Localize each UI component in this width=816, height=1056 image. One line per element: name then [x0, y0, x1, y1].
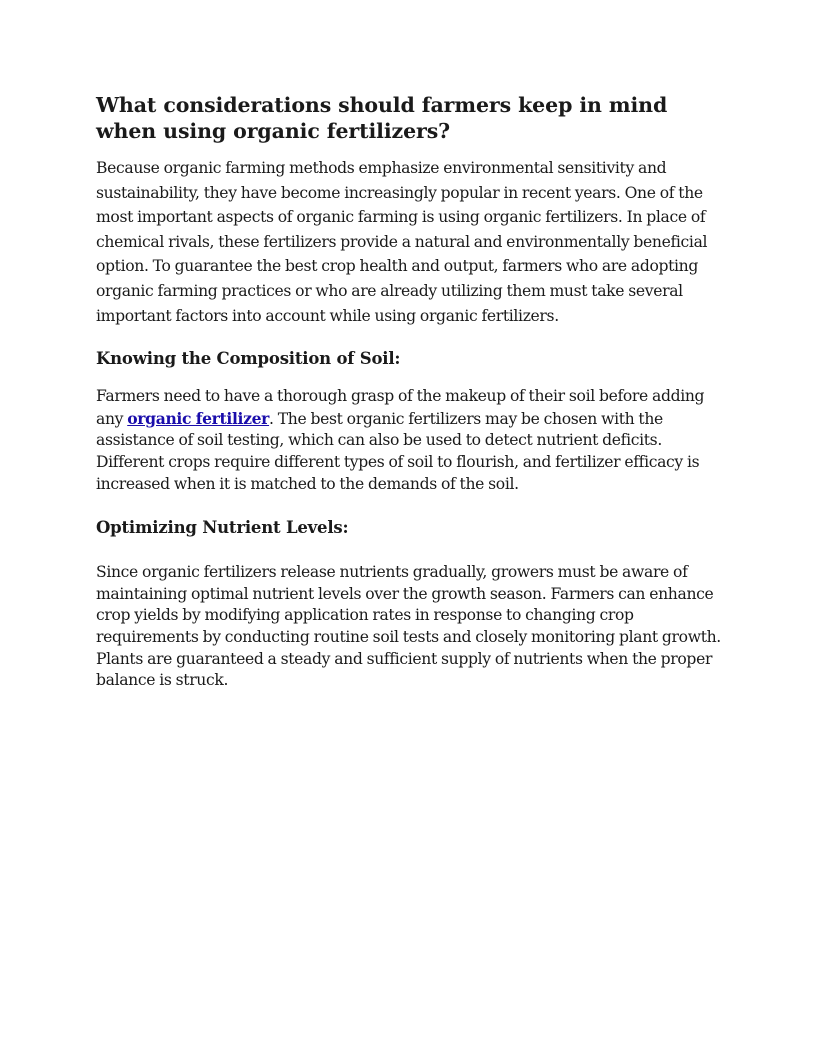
document-page	[96, 92, 726, 692]
soil-text-after-link: . The best organic fertilizers may be chosen with the assistance of soil testing, which can also be used to detect nutrient deficits. Different crops require different types of soil to flourish, and fertilizer efficacy is increased when it is matched to the demands of the soil.	[96, 409, 700, 493]
section-heading-soil-composition: Knowing the Composition of Soil:	[96, 349, 401, 369]
intro-paragraph: Because organic farming methods emphasize environmental sensitivity and sustainability, they have become increasingly popular in recent years. One of the most important aspects of organic farming is using organic fertilizers. In place of chemical rivals, these fertilizers provide a natural and environmentally beneficial option. To guarantee the best crop health and output, farmers who are adopting organic farming practices or who are already utilizing them must take several important factors into account while using organic fertilizers.	[96, 159, 708, 325]
soil-composition-paragraph	[96, 386, 726, 495]
organic-fertilizer-link[interactable]: organic fertilizer	[127, 408, 270, 428]
section-heading-nutrient-levels: Optimizing Nutrient Levels:	[96, 518, 349, 538]
nutrient-levels-paragraph: Since organic fertilizers release nutrients gradually, growers must be aware of maintaining optimal nutrient levels over the growth season. Farmers can enhance crop yields by modifying application rates in response to changing crop requirements by conducting routine soil tests and closely monitoring plant growth. Plants are guaranteed a steady and sufficient supply of nutrients when the proper balance is struck.	[96, 563, 721, 690]
soil-text-before-link: Farmers need to have a thorough grasp of the makeup of their soil before adding any	[96, 387, 705, 428]
article-title: What considerations should farmers keep in mind when using organic fertilizers?	[96, 93, 668, 143]
